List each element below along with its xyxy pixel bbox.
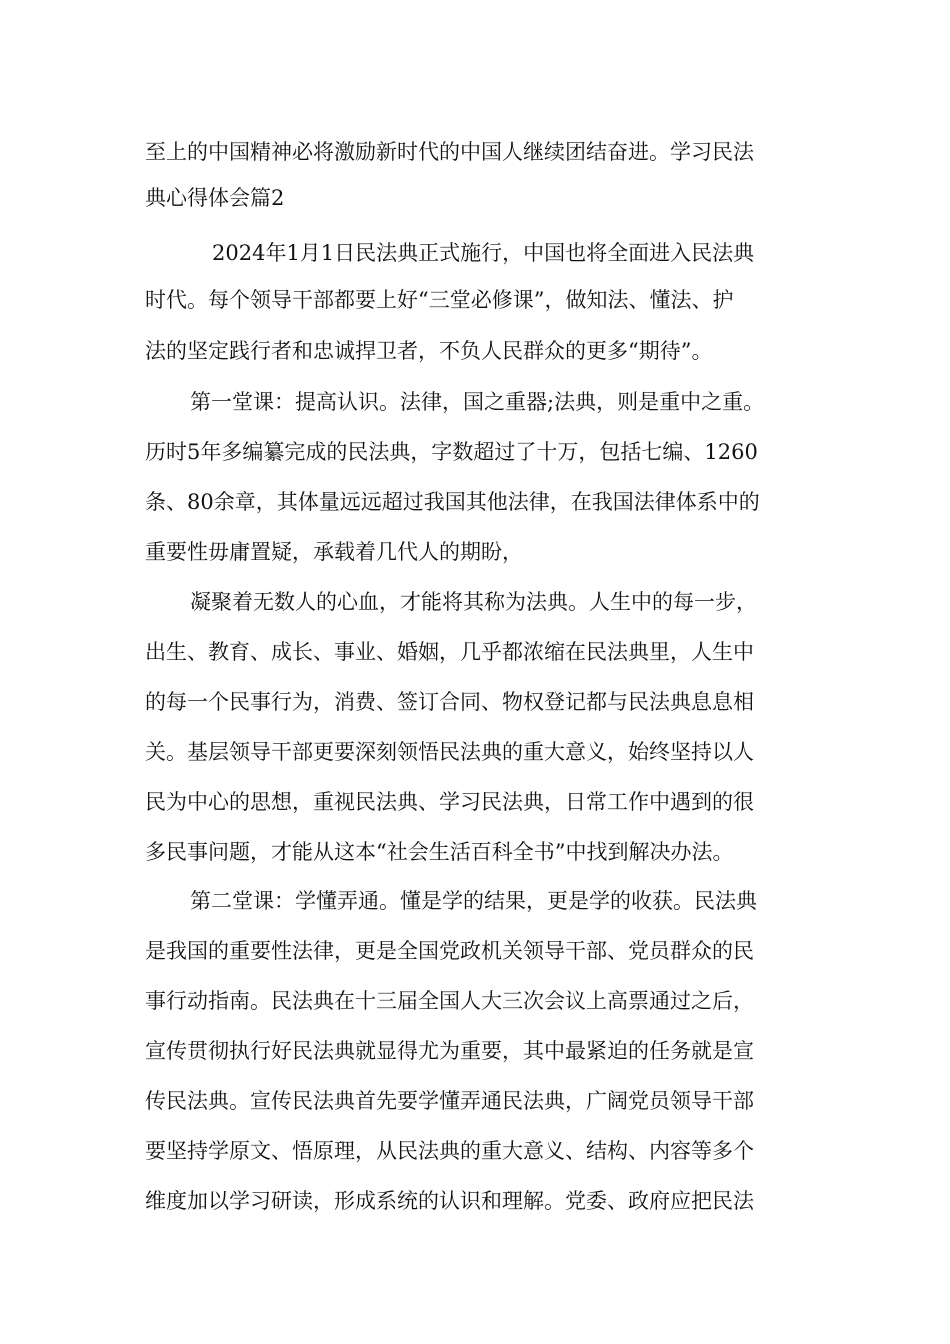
text-line: 凝聚着无数人的心血，才能将其称为法典。人生中的每一步， — [190, 590, 757, 614]
text-line: 多民事问题，才能从这本“社会生活百科全书”中找到解决办法。 — [145, 840, 734, 864]
text-line: 宣传贯彻执行好民法典就显得尤为重要，其中最紧迫的任务就是宣 — [145, 1039, 754, 1063]
text-line: 典心得体会篇2 — [145, 186, 285, 210]
text-line: 第一堂课：提高认识。法律，国之重器;法典，则是重中之重。 — [190, 390, 765, 414]
text-line: 关。基层领导干部更要深刻领悟民法典的重大意义，始终坚持以人 — [145, 740, 754, 764]
text-line: 民为中心的思想，重视民法典、学习民法典，日常工作中遇到的很 — [145, 790, 754, 814]
text-line: 要坚持学原文、悟原理，从民法典的重大意义、结构、内容等多个 — [145, 1139, 754, 1163]
text-line: 条、80余章，其体量远远超过我国其他法律，在我国法律体系中的 — [145, 490, 760, 514]
text-line: 维度加以学习研读，形成系统的认识和理解。党委、政府应把民法 — [145, 1189, 754, 1213]
text-line: 传民法典。宣传民法典首先要学懂弄通民法典，广阔党员领导干部 — [145, 1089, 754, 1113]
text-line: 出生、教育、成长、事业、婚姻，几乎都浓缩在民法典里，人生中 — [145, 640, 754, 664]
text-line: 事行动指南。民法典在十三届全国人大三次会议上高票通过之后， — [145, 989, 754, 1013]
text-line: 2024年1月1日民法典正式施行，中国也将全面进入民法典 — [212, 241, 755, 265]
text-line: 至上的中国精神必将激励新时代的中国人继续团结奋进。学习民法 — [145, 140, 754, 164]
text-line: 的每一个民事行为，消费、签订合同、物权登记都与民法典息息相 — [145, 690, 754, 714]
text-line: 法的坚定践行者和忠诚捍卫者，不负人民群众的更多“期待”。 — [145, 339, 713, 363]
text-line: 时代。每个领导干部都要上好“三堂必修课”，做知法、懂法、护 — [145, 288, 734, 312]
text-line: 是我国的重要性法律，更是全国党政机关领导干部、党员群众的民 — [145, 939, 754, 963]
text-line: 历时5年多编纂完成的民法典，字数超过了十万，包括七编、1260 — [145, 440, 758, 464]
text-line: 第二堂课：学懂弄通。懂是学的结果，更是学的收获。民法典 — [190, 889, 757, 913]
text-line: 重要性毋庸置疑，承载着几代人的期盼， — [145, 540, 523, 564]
